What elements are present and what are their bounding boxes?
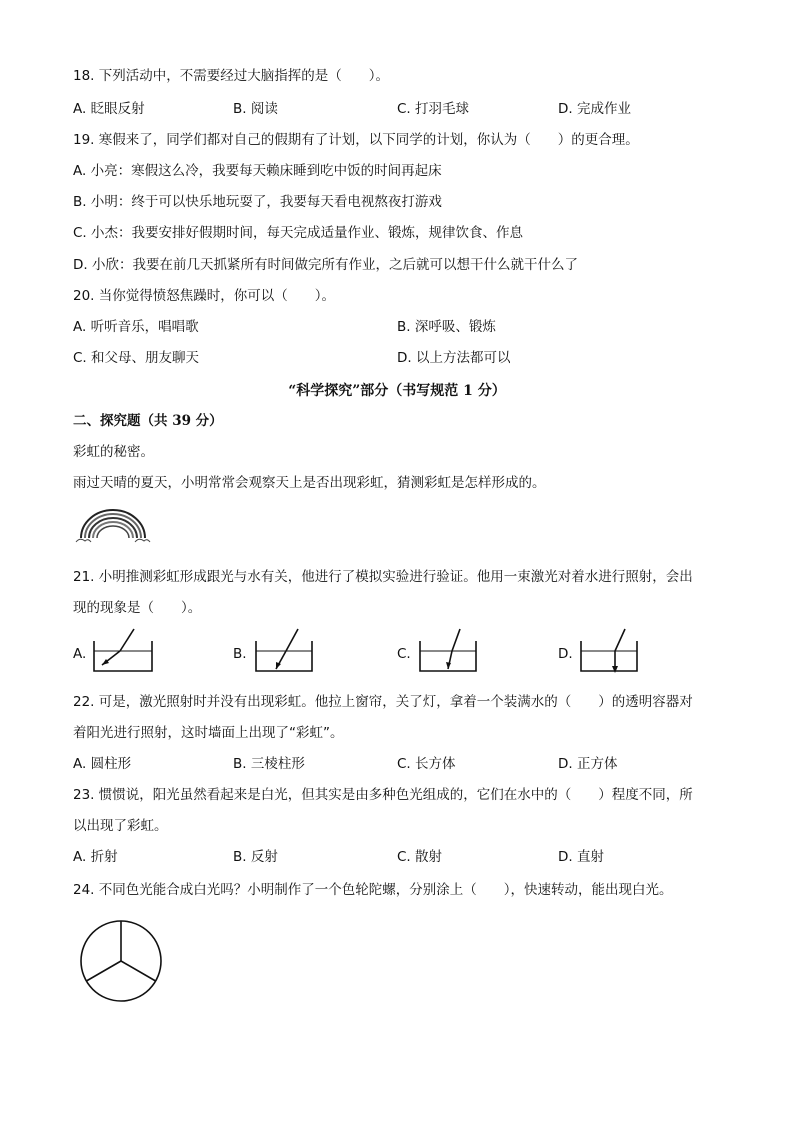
q18-option-d: D. 完成作业 (558, 101, 631, 117)
q21-option-b-beaker-diagram (250, 625, 320, 675)
q21-option-c-label: C. (397, 646, 411, 662)
q18-option-b: B. 阅读 (233, 101, 278, 117)
q21-option-b-label: B. (233, 646, 247, 662)
color-wheel-diagram (78, 918, 164, 1004)
q18-stem: 18. 下列活动中，不需要经过大脑指挥的是（ ）。 (73, 68, 390, 84)
q18-option-c: C. 打羽毛球 (397, 101, 470, 117)
q19-option-c: C. 小杰：我要安排好假期时间，每天完成适量作业、锻炼，规律饮食、作息 (73, 225, 524, 241)
q18-option-a: A. 眨眼反射 (73, 101, 145, 117)
q20-option-b: B. 深呼吸、锻炼 (397, 319, 496, 335)
q23-option-c: C. 散射 (397, 849, 443, 865)
q23-stem-line-1: 23. 惯惯说，阳光虽然看起来是白光，但其实是由多种色光组成的，它们在水中的（ ）程度不同，所 (73, 787, 693, 803)
intro-line-1: 彩虹的秘密。 (73, 444, 154, 460)
q20-option-a: A. 听听音乐，唱唱歌 (73, 319, 199, 335)
q22-stem-line-2: 着阳光进行照射，这时墙面上出现了“彩虹”。 (73, 725, 344, 741)
q20-stem: 20. 当你觉得愤怒焦躁时，你可以（ ）。 (73, 288, 336, 304)
q22-option-c: C. 长方体 (397, 756, 456, 772)
q19-option-d: D. 小欣：我要在前几天抓紧所有时间做完所有作业，之后就可以想干什么就干什么了 (73, 257, 578, 273)
section-heading: 二、探究题（共 39 分） (73, 413, 223, 429)
q21-option-d-beaker-diagram (575, 625, 645, 675)
q21-option-c-beaker-diagram (414, 625, 484, 675)
q23-option-d: D. 直射 (558, 849, 604, 865)
q21-stem-line-2: 现的现象是（ ）。 (73, 600, 202, 616)
q20-option-c: C. 和父母、朋友聊天 (73, 350, 200, 366)
q19-option-b: B. 小明：终于可以快乐地玩耍了，我要每天看电视熬夜打游戏 (73, 194, 442, 210)
q19-stem: 19. 寒假来了，同学们都对自己的假期有了计划，以下同学的计划，你认为（ ）的更合理。 (73, 132, 639, 148)
intro-line-2: 雨过天晴的夏天，小明常常会观察天上是否出现彩虹，猜测彩虹是怎样形成的。 (73, 475, 546, 491)
q21-stem-line-1: 21. 小明推测彩虹形成跟光与水有关，他进行了模拟实验进行验证。他用一束激光对着水进行照射，会出 (73, 569, 693, 585)
part-title: “科学探究”部分（书写规范 1 分） (288, 383, 506, 399)
q22-option-a: A. 圆柱形 (73, 756, 132, 772)
q22-stem-line-1: 22. 可是，激光照射时并没有出现彩虹。他拉上窗帘，关了灯，拿着一个装满水的（ ）的透明容器对 (73, 694, 693, 710)
q21-option-a-beaker-diagram (90, 625, 160, 675)
q22-option-b: B. 三棱柱形 (233, 756, 305, 772)
q23-option-a: A. 折射 (73, 849, 118, 865)
q21-option-a-label: A. (73, 646, 87, 662)
q19-option-a: A. 小亮：寒假这么冷，我要每天赖床睡到吃中饭的时间再起床 (73, 163, 442, 179)
q22-option-d: D. 正方体 (558, 756, 618, 772)
q21-option-d-label: D. (558, 646, 573, 662)
q23-option-b: B. 反射 (233, 849, 278, 865)
q23-stem-line-2: 以出现了彩虹。 (73, 818, 168, 834)
q24-stem: 24. 不同色光能合成白光吗？小明制作了一个色轮陀螺，分别涂上（ ），快速转动，能出现白光。 (73, 882, 673, 898)
q20-option-d: D. 以上方法都可以 (397, 350, 511, 366)
rainbow-illustration (73, 500, 153, 545)
